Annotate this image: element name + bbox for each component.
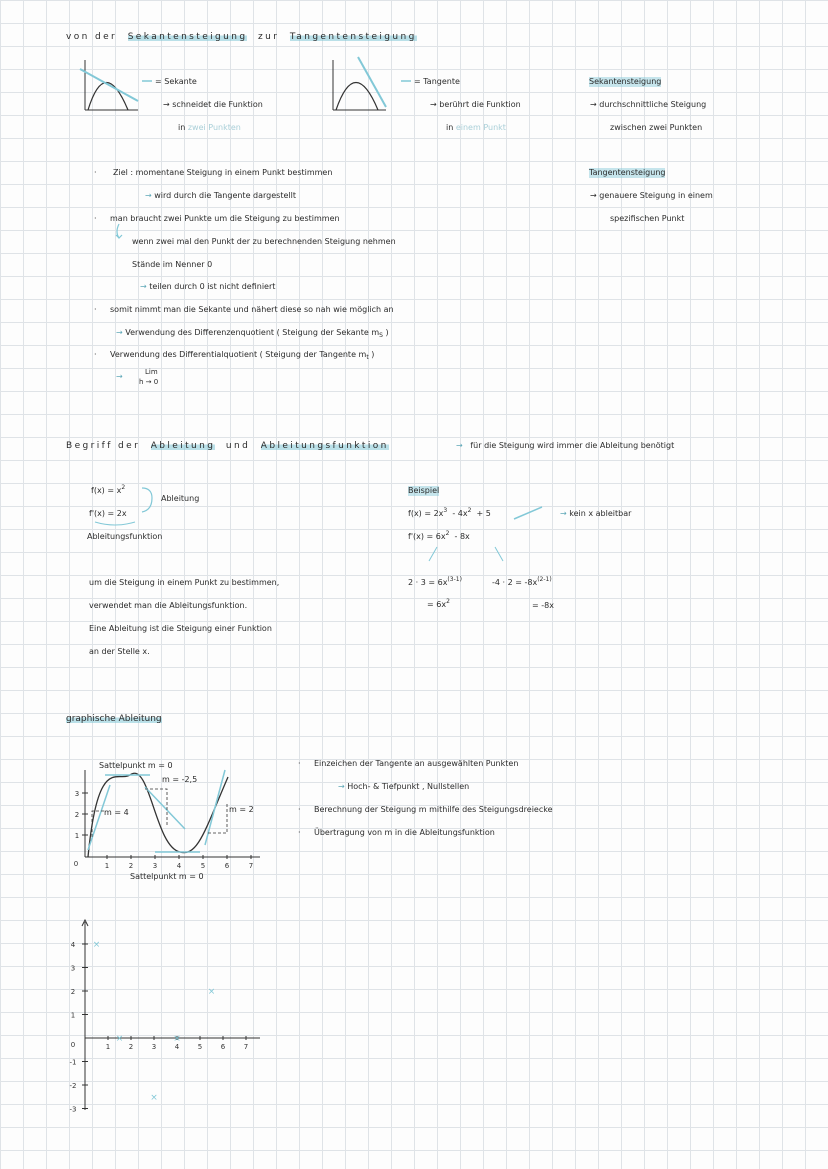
g1-tangent <box>205 770 225 845</box>
text: ) <box>385 328 389 337</box>
text: berührt die Funktion <box>439 100 521 109</box>
title-word: und <box>225 441 251 451</box>
g2-data-point: × <box>207 987 216 997</box>
lim-top: Lim <box>145 368 158 376</box>
beispiel-calc1 <box>408 578 462 589</box>
sekante-label: = Sekante <box>155 77 197 86</box>
ableitung-label: Ableitung <box>161 494 200 503</box>
g2-data-point: × <box>115 1034 124 1044</box>
ziel-text: Ziel : momentane Steigung in einem Punkt bestimmen <box>113 168 333 177</box>
header-note: → für die Steigung wird immer die Ableitung benötigt <box>456 441 675 450</box>
title-word-highlight: Ableitung <box>150 441 216 451</box>
g1-x-tick-label: 6 <box>224 862 230 870</box>
tangentensteigung-line2: spezifischen Punkt <box>610 214 685 223</box>
title-word: von der <box>66 32 118 42</box>
g2-x-tick-label: 6 <box>220 1043 226 1051</box>
sekante-line2 <box>178 123 241 133</box>
sekantensteigung-title: Sekantensteigung <box>589 77 662 86</box>
title-word-highlight: Tangentensteigung <box>289 32 417 42</box>
g1-x-tick-label: 2 <box>128 862 134 870</box>
g1-x-tick-label: 4 <box>176 862 182 870</box>
g1-x-tick-label: 7 <box>248 862 254 870</box>
g1-x-tick-label: 5 <box>200 862 206 870</box>
sekante-line1: → schneidet die Funktion <box>163 100 263 109</box>
text: einem Punkt <box>455 123 506 132</box>
g2-data-point: × <box>92 940 101 950</box>
text: + 5 <box>476 509 491 518</box>
exponent: 2 <box>121 484 126 491</box>
g2-y-tick-label: 4 <box>70 941 76 949</box>
section2-title <box>66 441 389 451</box>
text: durchschnittliche Steigung <box>599 100 707 109</box>
nenner-text: Stände im Nenner 0 <box>132 260 213 269</box>
title-word-highlight: Sekantensteigung <box>127 32 248 42</box>
text: = 6x <box>427 600 447 609</box>
subscript: S <box>379 332 383 339</box>
g2-x-tick-label: 2 <box>128 1043 134 1051</box>
lim-arrow: → <box>116 372 123 381</box>
g2-x-tick-label: 1 <box>105 1043 111 1051</box>
text: wird durch die Tangente dargestellt <box>154 191 296 200</box>
g2-y-tick-label: 0 <box>70 1041 76 1049</box>
g2-y-tick-label: -3 <box>69 1105 77 1114</box>
text-line: Eine Ableitung ist die Steigung einer Funktion <box>89 624 272 633</box>
text: in <box>446 123 454 132</box>
g2-y-tick-label: 1 <box>70 1011 76 1020</box>
bullet-dot: · <box>298 759 301 768</box>
g2-x-tick-label: 4 <box>174 1043 180 1051</box>
fpx-example: f'(x) = 2x <box>89 509 127 518</box>
text: teilen durch 0 ist nicht definiert <box>149 282 276 291</box>
zwei-punkte-text: man braucht zwei Punkte um die Steigung zu bestimmen <box>110 214 340 223</box>
tangente-sketch <box>328 55 388 115</box>
g2-x-tick-label: 7 <box>243 1043 249 1051</box>
g2-x-tick-label: 3 <box>151 1043 157 1051</box>
text: schneidet die Funktion <box>172 100 263 109</box>
m-neg-label: m = -2,5 <box>162 775 198 784</box>
text: genauere Steigung in einem <box>599 191 713 200</box>
sekantensteigung-line2: zwischen zwei Punkten <box>610 123 703 132</box>
step-item <box>314 805 553 815</box>
text: - 4x <box>452 509 468 518</box>
step-item <box>314 759 518 769</box>
arrows-down <box>425 545 515 565</box>
g2-y-tick-label: -1 <box>69 1058 77 1067</box>
text: ) <box>371 350 375 359</box>
g1-y-tick-label: 3 <box>74 790 80 798</box>
text: kein x ableitbar <box>569 509 632 518</box>
step-text: Berechnung der Steigung m mithilfe des Steigungsdreiecke <box>314 805 553 814</box>
g1-x-tick-label: 1 <box>104 862 110 870</box>
ziel-sub: → wird durch die Tangente dargestellt <box>145 191 296 200</box>
text: Verwendung des Differentialquotient ( Steigung der Tangente m <box>110 350 367 359</box>
step-item <box>338 782 469 792</box>
wenn-text: wenn zwei mal den Punkt der zu berechnenden Steigung nehmen <box>132 237 396 246</box>
step-text: Übertragung von m in die Ableitungsfunktion <box>314 828 495 837</box>
g1-tangent <box>145 787 185 829</box>
bullet-dot: · <box>94 305 97 314</box>
bullet-dot: · <box>94 168 97 177</box>
text-line: an der Stelle x. <box>89 647 150 656</box>
beispiel-res1 <box>427 600 450 611</box>
text: zwei Punkten <box>187 123 241 132</box>
sekantensteigung-line1: → durchschnittliche Steigung <box>590 100 707 109</box>
kein-ableitbar: → kein x ableitbar <box>560 509 632 518</box>
step-text: Einzeichen der Tangente an ausgewählten Punkten <box>314 759 519 768</box>
text: f'(x) = 6x <box>408 532 446 541</box>
sattel-top-label: Sattelpunkt m = 0 <box>99 761 173 770</box>
section3-title <box>66 714 162 724</box>
exponent: 3 <box>443 507 448 514</box>
exponent: 2 <box>445 530 450 537</box>
beispiel-fpx <box>408 532 470 543</box>
title-word: zur <box>258 32 280 42</box>
arrow-icon: → <box>338 782 348 791</box>
tangente-label: = Tangente <box>414 77 460 86</box>
lim-bottom: h → 0 <box>139 378 159 386</box>
arrow-icon <box>401 78 413 84</box>
g1-x-tick-label: 3 <box>152 862 158 870</box>
text: - 8x <box>454 532 470 541</box>
teilen-text: → teilen durch 0 ist nicht definiert <box>140 282 276 291</box>
title-word-highlight: Ableitungsfunktion <box>260 441 389 451</box>
tangentensteigung-line1: → genauere Steigung in einem <box>590 191 713 200</box>
g1-y-tick-label: 2 <box>74 811 80 819</box>
text: in <box>178 123 186 132</box>
g2-x-tick-label: 5 <box>197 1043 203 1051</box>
text: für die Steigung wird immer die Ableitung benötigt <box>470 441 675 450</box>
arrow-icon <box>142 78 154 84</box>
brace-icon <box>140 486 160 516</box>
tangente-line1: → berührt die Funktion <box>430 100 521 109</box>
title-word-highlight: graphische Ableitung <box>66 714 162 724</box>
ableitungsfunktion-label: Ableitungsfunktion <box>87 532 163 541</box>
g2-data-point: × <box>150 1092 158 1103</box>
text-line: verwendet man die Ableitungsfunktion. <box>89 601 248 610</box>
step-text: Hoch- & Tiefpunkt , Nullstellen <box>347 782 470 791</box>
bullet-dot: · <box>94 350 97 359</box>
exponent: (3-1) <box>447 576 462 583</box>
sattel-bottom-label: Sattelpunkt m = 0 <box>130 872 204 881</box>
m-pos2-label: m = 2 <box>229 805 254 814</box>
tangentensteigung-title: Tangentensteigung <box>589 168 666 177</box>
text: -4 · 2 = -8x <box>492 578 538 587</box>
section1-title <box>66 32 417 42</box>
m-pos4-label: m = 4 <box>104 808 129 817</box>
subscript: t <box>366 354 369 361</box>
beispiel-res2: = -8x <box>532 601 554 610</box>
bullet-dot: · <box>298 828 301 837</box>
step-item <box>314 828 495 838</box>
graph2 <box>60 918 270 1118</box>
sekante-sketch <box>80 55 140 115</box>
text: f(x) = x <box>91 486 122 495</box>
bullet-dot: · <box>298 805 301 814</box>
g2-y-tick-label: 2 <box>70 988 76 996</box>
title-word: Begriff der <box>66 441 141 451</box>
strike-mark <box>514 505 544 521</box>
beispiel-title: Beispiel <box>408 486 440 495</box>
g1-y-tick-label: 0 <box>73 860 79 868</box>
differenzenquotient-text: → Verwendung des Differenzenquotient ( Steigung der Sekante $m_S$ ) <box>116 328 389 339</box>
g2-data-point: × <box>173 1034 181 1044</box>
bullet-dot: · <box>94 214 97 223</box>
tangente-line2 <box>446 123 506 133</box>
text: f(x) = 2x <box>408 509 444 518</box>
exponent: (2-1) <box>537 576 552 583</box>
fx-example <box>91 486 125 497</box>
text-line: um die Steigung in einem Punkt zu bestimmen, <box>89 578 280 587</box>
graph1 <box>70 765 270 885</box>
text: Verwendung des Differenzenquotient ( Steigung der Sekante m <box>125 328 380 337</box>
underline-mark <box>95 519 135 529</box>
differentialquotient-text <box>110 350 374 361</box>
g1-slope-triangle <box>145 789 167 827</box>
g1-y-tick-label: 1 <box>74 832 80 840</box>
curved-arrow-icon <box>114 224 124 244</box>
text: 2 · 3 = 6x <box>408 578 448 587</box>
g2-y-tick-label: 3 <box>70 964 76 973</box>
exponent: 2 <box>446 598 450 605</box>
g2-y-tick-label: -2 <box>69 1082 77 1090</box>
beispiel-calc2 <box>492 578 552 589</box>
beispiel-fx <box>408 509 491 520</box>
somit-text: somit nimmt man die Sekante und nähert diese so nah wie möglich an <box>110 305 394 314</box>
exponent: 2 <box>467 507 472 514</box>
